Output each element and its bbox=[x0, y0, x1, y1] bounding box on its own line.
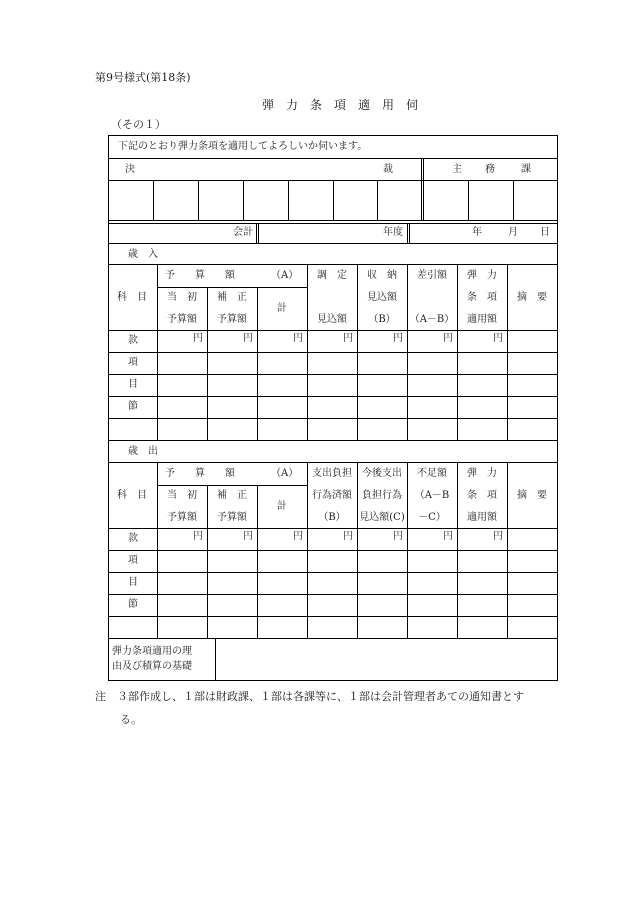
divider bbox=[357, 462, 358, 638]
revenue-row-label: 款 bbox=[128, 335, 138, 346]
divider bbox=[307, 264, 308, 440]
year-label: 年 bbox=[472, 227, 482, 238]
divider bbox=[108, 220, 558, 221]
divider bbox=[108, 374, 558, 375]
divider bbox=[207, 485, 208, 638]
expenditure-col-danryoku-3: 適用額 bbox=[467, 512, 497, 523]
expenditure-unit-yen: 円 bbox=[293, 531, 303, 542]
revenue-col-shuno-3: （B） bbox=[368, 314, 396, 325]
shumu-label-3: 課 bbox=[521, 164, 531, 175]
expenditure-col-kei: 計 bbox=[277, 501, 287, 512]
divider bbox=[153, 180, 154, 220]
reason-label-1: 弾力条項適用の理 bbox=[112, 646, 192, 657]
revenue-col-kei: 計 bbox=[277, 303, 287, 314]
divider bbox=[307, 462, 308, 638]
expenditure-unit-yen: 円 bbox=[393, 531, 403, 542]
revenue-unit-yen: 円 bbox=[393, 333, 403, 344]
divider bbox=[198, 180, 199, 220]
divider bbox=[256, 223, 257, 243]
divider bbox=[407, 462, 408, 638]
kaikei-label: 会計 bbox=[233, 227, 253, 238]
day-label: 日 bbox=[540, 227, 550, 238]
divider bbox=[257, 287, 258, 440]
expenditure-col-danryoku-2: 条 項 bbox=[467, 490, 497, 501]
expenditure-col-fusoku-3: －C） bbox=[418, 512, 446, 523]
expenditure-col-hosei-1: 補 正 bbox=[217, 490, 247, 501]
divider bbox=[108, 396, 558, 397]
revenue-unit-yen: 円 bbox=[243, 333, 253, 344]
revenue-unit-yen: 円 bbox=[193, 333, 203, 344]
expenditure-col-toshyo-2: 予算額 bbox=[167, 512, 197, 523]
kessai-label: 決 bbox=[125, 164, 135, 175]
expenditure-unit-yen: 円 bbox=[243, 531, 253, 542]
divider bbox=[108, 594, 558, 595]
divider bbox=[357, 264, 358, 440]
revenue-row-label: 節 bbox=[128, 401, 138, 412]
shumu-label: 主 bbox=[452, 164, 462, 175]
expenditure-col-hosei-2: 予算額 bbox=[217, 512, 247, 523]
divider bbox=[108, 572, 558, 573]
expenditure-unit-yen: 円 bbox=[343, 531, 353, 542]
divider bbox=[207, 287, 208, 440]
revenue-col-sahiki-2: （A－B） bbox=[409, 314, 455, 325]
divider bbox=[421, 158, 422, 220]
revenue-col-yosan-a: （A） bbox=[271, 270, 299, 281]
divider bbox=[108, 616, 558, 617]
revenue-col-danryoku-1: 弾 力 bbox=[467, 270, 497, 281]
expenditure-col-tekiyo: 摘 要 bbox=[517, 490, 547, 501]
revenue-row-label: 目 bbox=[128, 379, 138, 390]
revenue-unit-yen: 円 bbox=[343, 333, 353, 344]
expenditure-col-kongo-1: 今後支出 bbox=[362, 468, 402, 479]
divider bbox=[513, 180, 514, 220]
revenue-col-danryoku-3: 適用額 bbox=[467, 314, 497, 325]
expenditure-col-shishutsu-1: 支出負担 bbox=[312, 468, 352, 479]
divider bbox=[258, 223, 259, 243]
divider bbox=[108, 330, 558, 331]
expenditure-col-shishutsu-3: （B） bbox=[318, 512, 346, 523]
divider bbox=[288, 180, 289, 220]
expenditure-col-fusoku-1: 不足額 bbox=[417, 468, 447, 479]
revenue-col-sahiki-1: 差引額 bbox=[417, 270, 447, 281]
revenue-col-toshyo-2: 予算額 bbox=[167, 314, 197, 325]
expenditure-col-kongo-2: 負担行為 bbox=[362, 490, 402, 501]
expenditure-col-danryoku-1: 弾 力 bbox=[467, 468, 497, 479]
revenue-section-label: 歳 入 bbox=[128, 249, 158, 260]
expenditure-col-yosan-a: （A） bbox=[271, 468, 299, 479]
divider bbox=[407, 264, 408, 440]
divider bbox=[108, 264, 558, 265]
divider bbox=[157, 462, 158, 638]
divider bbox=[507, 264, 508, 440]
document-title: 弾 力 条 項 適 用 伺 bbox=[261, 98, 419, 112]
revenue-col-chotei-2: 見込額 bbox=[317, 314, 347, 325]
divider bbox=[333, 180, 334, 220]
revenue-col-hosei-1: 補 正 bbox=[217, 292, 247, 303]
divider bbox=[457, 264, 458, 440]
revenue-row-label: 項 bbox=[128, 357, 138, 368]
revenue-col-shuno-1: 収 納 bbox=[367, 270, 397, 281]
divider bbox=[157, 287, 307, 288]
revenue-col-danryoku-2: 条 項 bbox=[467, 292, 497, 303]
expenditure-row-label: 項 bbox=[128, 555, 138, 566]
divider bbox=[215, 638, 216, 681]
divider bbox=[157, 264, 158, 440]
form-number: 第9号様式(第18条) bbox=[95, 71, 191, 84]
month-label: 月 bbox=[508, 227, 518, 238]
divider bbox=[409, 223, 410, 243]
shumu-label-2: 務 bbox=[485, 164, 495, 175]
expenditure-row-label: 節 bbox=[128, 599, 138, 610]
sub-number: （その１） bbox=[111, 118, 166, 131]
divider bbox=[507, 462, 508, 638]
divider bbox=[108, 223, 558, 224]
reason-label-2: 由及び積算の基礎 bbox=[112, 661, 192, 672]
revenue-col-chotei-1: 調 定 bbox=[317, 270, 347, 281]
expenditure-col-toshyo-1: 当 初 bbox=[167, 490, 197, 501]
revenue-col-kamoku: 科 目 bbox=[117, 292, 147, 303]
expenditure-col-fusoku-2: （A－B bbox=[414, 490, 450, 501]
revenue-col-yosan: 予 算 額 bbox=[165, 270, 235, 281]
divider bbox=[108, 158, 558, 159]
intro-text: 下記のとおり弾力条項を適用してよろしいか伺います。 bbox=[118, 141, 368, 152]
divider bbox=[108, 550, 558, 551]
note-line-2: る。 bbox=[120, 713, 142, 726]
expenditure-col-yosan: 予 算 額 bbox=[165, 468, 235, 479]
nendo-label: 年度 bbox=[383, 227, 403, 238]
divider bbox=[468, 180, 469, 220]
revenue-col-hosei-2: 予算額 bbox=[217, 314, 247, 325]
divider bbox=[108, 638, 558, 639]
note-line-1: 注 ３部作成し、１部は財政課、１部は各課等に、１部は会計管理者あての通知書とす bbox=[95, 690, 524, 703]
divider bbox=[257, 485, 258, 638]
expenditure-row-label: 款 bbox=[128, 533, 138, 544]
divider bbox=[243, 180, 244, 220]
divider bbox=[108, 528, 558, 529]
divider bbox=[108, 462, 558, 463]
expenditure-col-kamoku: 科 目 bbox=[117, 490, 147, 501]
divider bbox=[108, 418, 558, 419]
expenditure-unit-yen: 円 bbox=[443, 531, 453, 542]
expenditure-unit-yen: 円 bbox=[493, 531, 503, 542]
expenditure-row-label: 目 bbox=[128, 577, 138, 588]
divider bbox=[407, 223, 408, 243]
revenue-unit-yen: 円 bbox=[493, 333, 503, 344]
expenditure-col-kongo-3: 見込額(C) bbox=[359, 512, 405, 523]
expenditure-section-label: 歳 出 bbox=[128, 446, 158, 457]
divider bbox=[108, 440, 558, 441]
expenditure-unit-yen: 円 bbox=[193, 531, 203, 542]
revenue-col-shuno-2: 見込額 bbox=[367, 292, 397, 303]
divider bbox=[377, 180, 378, 220]
divider bbox=[457, 462, 458, 638]
revenue-col-tekiyo: 摘 要 bbox=[517, 292, 547, 303]
revenue-unit-yen: 円 bbox=[443, 333, 453, 344]
revenue-unit-yen: 円 bbox=[293, 333, 303, 344]
revenue-col-toshyo-1: 当 初 bbox=[167, 292, 197, 303]
divider bbox=[108, 243, 558, 244]
expenditure-col-shishutsu-2: 行為済額 bbox=[312, 490, 352, 501]
divider bbox=[108, 352, 558, 353]
divider bbox=[423, 158, 424, 220]
divider bbox=[157, 485, 307, 486]
kessai-label-2: 裁 bbox=[383, 164, 393, 175]
